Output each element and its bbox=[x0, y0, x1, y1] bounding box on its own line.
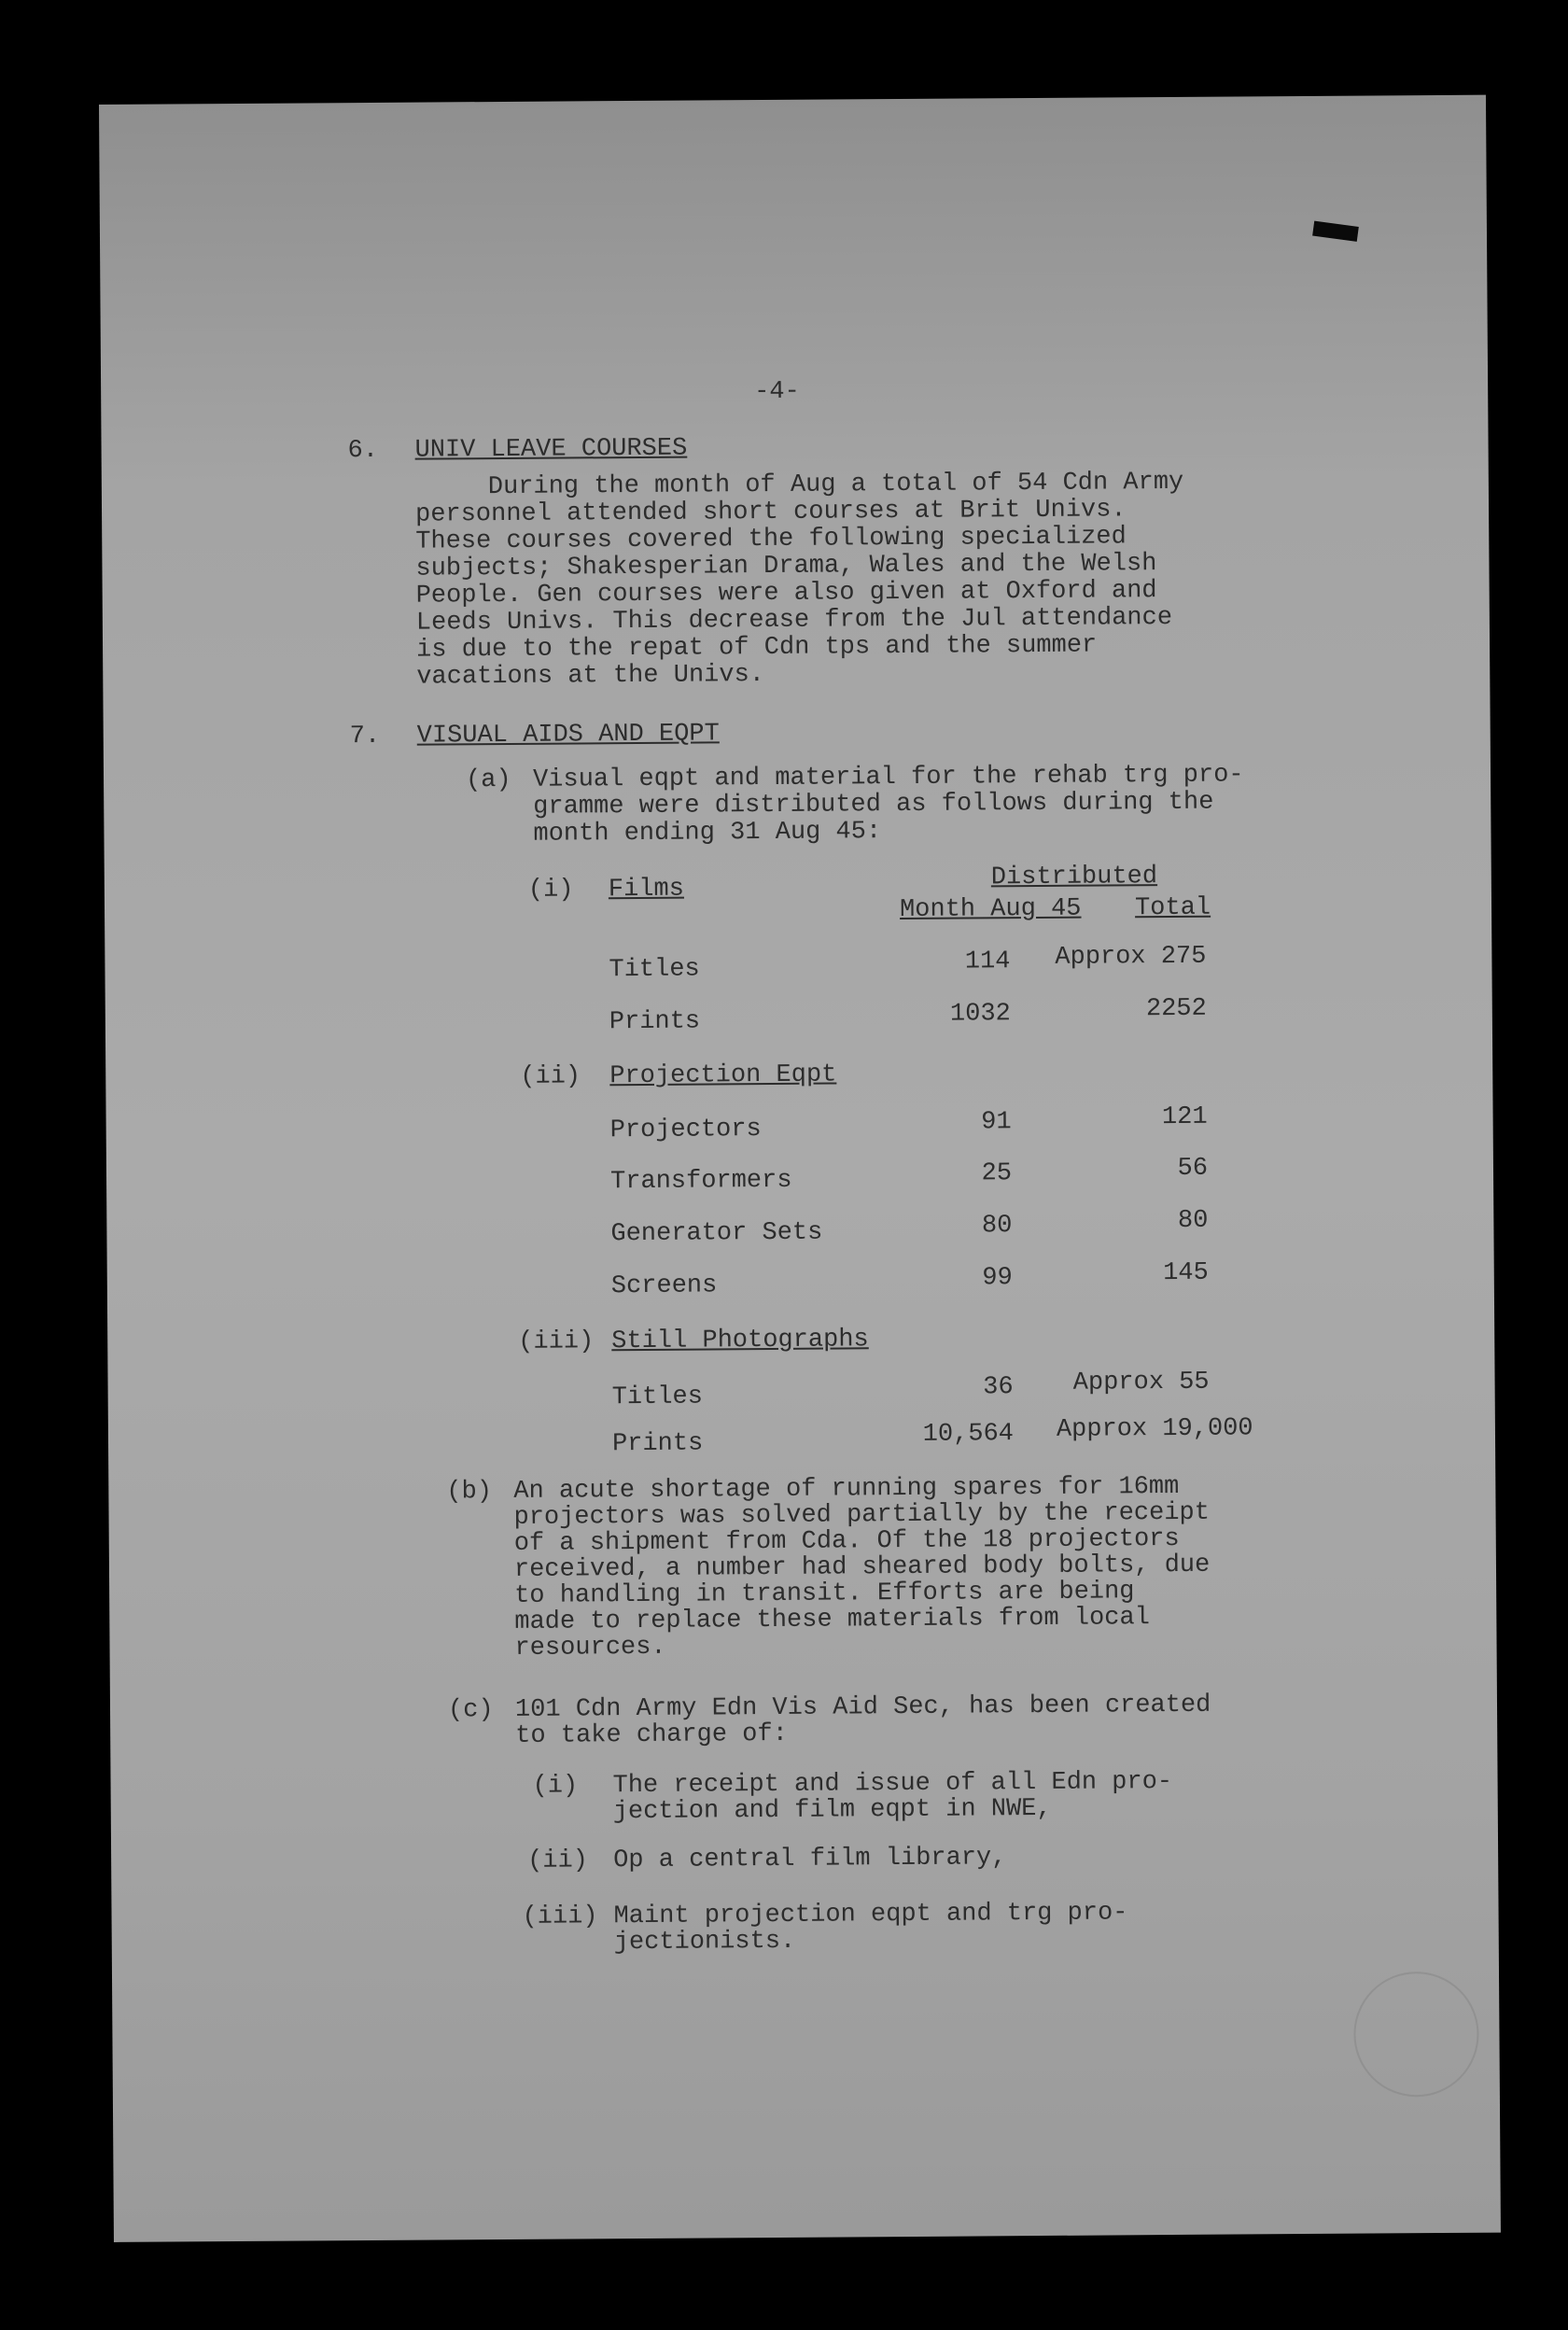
paragraph-line: made to replace these materials from local bbox=[514, 1604, 1150, 1636]
group-marker: (ii) bbox=[520, 1062, 581, 1091]
paragraph-line: vacations at the Univs. bbox=[416, 661, 765, 692]
table-row-label: Prints bbox=[609, 1007, 701, 1037]
table-header-distributed: Distributed bbox=[990, 863, 1158, 892]
paragraph-line: received, a number had sheared body bolts, due bbox=[513, 1551, 1211, 1584]
table-cell-month: 25 bbox=[981, 1159, 1013, 1188]
paragraph-line: gramme were distributed as follows during the bbox=[533, 788, 1214, 821]
paragraph-line: These courses covered the following specialized bbox=[415, 523, 1127, 556]
table-row-label: Titles bbox=[609, 955, 700, 985]
group-marker: (i) bbox=[527, 876, 574, 905]
table-cell-month: 10,564 bbox=[922, 1420, 1015, 1449]
table-row-label: Generator Sets bbox=[610, 1218, 823, 1249]
list-item-line: The receipt and issue of all Edn pro- bbox=[612, 1768, 1173, 1801]
table-cell-total: Approx 19,000 bbox=[1056, 1414, 1253, 1444]
table-cell-total: 80 bbox=[1177, 1206, 1209, 1235]
list-item-line: Op a central film library, bbox=[613, 1844, 1007, 1875]
paragraph-line: month ending 31 Aug 45: bbox=[533, 818, 882, 849]
list-item-line: Maint projection eqpt and trg pro- bbox=[613, 1899, 1128, 1931]
list-item-line: jectionists. bbox=[613, 1927, 796, 1958]
table-header-total: Total bbox=[1134, 893, 1211, 923]
group-name: Films bbox=[608, 875, 685, 905]
section-7-heading: VISUAL AIDS AND EQPT bbox=[416, 720, 720, 751]
subsection-c-marker: (c) bbox=[447, 1696, 494, 1725]
paragraph-line: Leeds Univs. This decrease from the Jul attendance bbox=[415, 603, 1173, 638]
table-cell-month: 36 bbox=[983, 1373, 1014, 1402]
paragraph-line: People. Gen courses were also given at Oxford and bbox=[415, 577, 1157, 611]
list-item-marker: (i) bbox=[532, 1772, 579, 1801]
section-7-number: 7. bbox=[349, 722, 381, 751]
paragraph-line: personnel attended short courses at Brit Univs. bbox=[414, 496, 1127, 529]
table-row-label: Screens bbox=[610, 1271, 718, 1301]
list-item-marker: (ii) bbox=[527, 1846, 589, 1875]
paragraph-line: subjects; Shakesperian Drama, Wales and the Welsh bbox=[415, 550, 1157, 583]
table-cell-month: 91 bbox=[981, 1108, 1012, 1137]
paragraph-line: Visual eqpt and material for the rehab trg pro- bbox=[532, 761, 1244, 794]
paragraph-line: to handling in transit. Efforts are being bbox=[514, 1578, 1135, 1610]
table-row-label: Projectors bbox=[609, 1116, 762, 1145]
page-number: -4- bbox=[754, 377, 800, 407]
paragraph-line: is due to the repat of Cdn tps and the summer bbox=[415, 631, 1098, 665]
paragraph-line: During the month of Aug a total of 54 Cdn Army bbox=[487, 468, 1184, 502]
table-cell-total: 145 bbox=[1163, 1258, 1209, 1288]
section-6-number: 6. bbox=[347, 436, 379, 466]
table-cell-month: 114 bbox=[964, 947, 1011, 976]
document-page bbox=[99, 95, 1501, 2242]
section-6-heading: UNIV LEAVE COURSES bbox=[414, 434, 688, 465]
paper-smudge bbox=[1353, 1972, 1479, 2098]
table-row-label: Transformers bbox=[609, 1166, 792, 1197]
subsection-b-marker: (b) bbox=[446, 1478, 493, 1507]
paragraph-line: to take charge of: bbox=[515, 1719, 788, 1750]
table-cell-total: Approx 55 bbox=[1072, 1368, 1210, 1397]
table-cell-total: Approx 275 bbox=[1055, 942, 1207, 972]
group-name: Projection Eqpt bbox=[609, 1060, 837, 1091]
table-cell-month: 80 bbox=[981, 1212, 1013, 1241]
table-row-label: Titles bbox=[611, 1383, 704, 1412]
group-marker: (iii) bbox=[518, 1327, 595, 1356]
table-cell-total: 2252 bbox=[1145, 994, 1207, 1024]
group-name: Still Photographs bbox=[611, 1326, 869, 1356]
paragraph-line: 101 Cdn Army Edn Vis Aid Sec, has been created bbox=[514, 1691, 1211, 1724]
paragraph-line: resources. bbox=[514, 1633, 666, 1663]
table-row-label: Prints bbox=[611, 1429, 704, 1459]
table-cell-total: 56 bbox=[1177, 1154, 1209, 1183]
table-cell-total: 121 bbox=[1161, 1102, 1208, 1132]
paragraph-line: of a shipment from Cda. Of the 18 projectors bbox=[513, 1524, 1180, 1558]
table-cell-month: 1032 bbox=[949, 1000, 1011, 1029]
scan-mark bbox=[1312, 221, 1359, 242]
list-item-line: jection and film eqpt in NWE, bbox=[612, 1794, 1052, 1827]
list-item-marker: (iii) bbox=[522, 1902, 598, 1931]
subsection-a-marker: (a) bbox=[465, 765, 511, 795]
paragraph-line: An acute shortage of running spares for 16mm bbox=[513, 1472, 1180, 1506]
paragraph-line: projectors was solved partially by the receipt bbox=[513, 1498, 1210, 1532]
table-header-month: Month Aug 45 bbox=[899, 894, 1082, 925]
table-cell-month: 99 bbox=[982, 1264, 1013, 1293]
